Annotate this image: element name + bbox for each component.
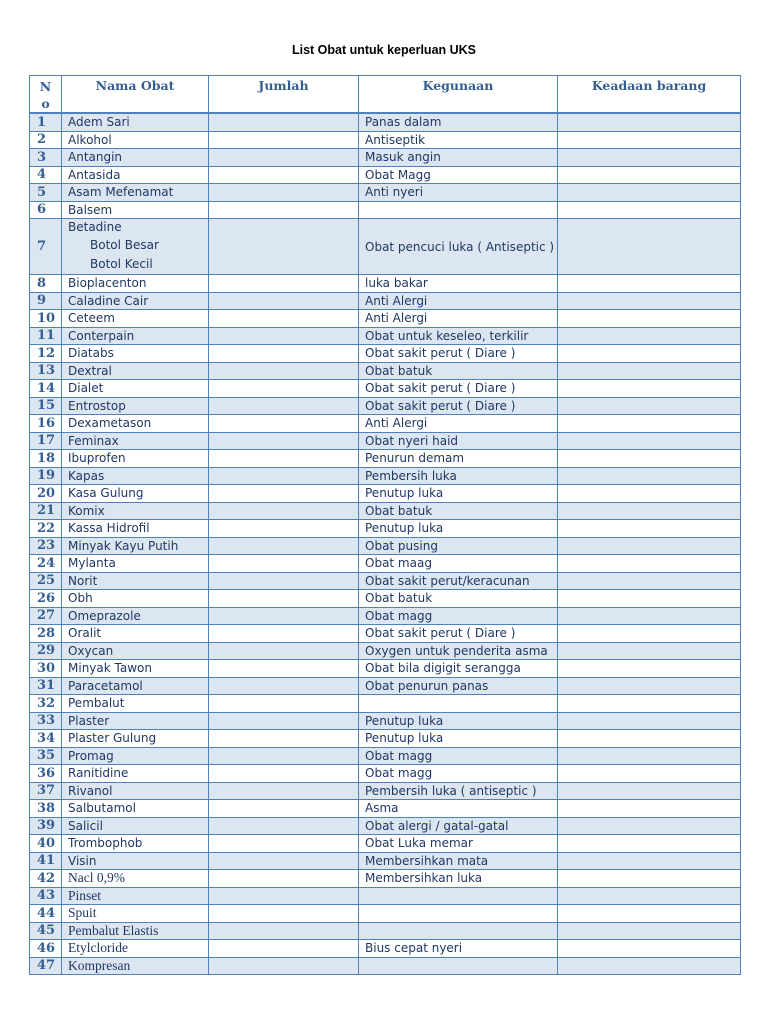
row-number: 6 [30, 201, 62, 219]
condition-cell [558, 607, 741, 625]
quantity-cell [209, 747, 359, 765]
quantity-cell [209, 660, 359, 678]
row-number: 38 [30, 800, 62, 818]
condition-cell [558, 166, 741, 184]
row-number: 35 [30, 747, 62, 765]
usage-cell: Obat Magg [359, 166, 558, 184]
medicine-name: Kapas [62, 467, 209, 485]
quantity-cell [209, 765, 359, 783]
condition-cell [558, 940, 741, 958]
row-number: 28 [30, 625, 62, 643]
usage-cell: Antiseptik [359, 131, 558, 149]
quantity-cell [209, 292, 359, 310]
medicine-name: Balsem [62, 201, 209, 219]
condition-cell [558, 131, 741, 149]
medicine-name [62, 219, 209, 275]
medicine-name: Plaster [62, 712, 209, 730]
medicine-name: Spuit [62, 905, 209, 923]
usage-cell: Membersihkan mata [359, 852, 558, 870]
medicine-name: Antasida [62, 166, 209, 184]
quantity-cell [209, 432, 359, 450]
medicine-name: Kasa Gulung [62, 485, 209, 503]
medicine-sub-item: Botol Besar [90, 238, 159, 252]
usage-cell: Obat sakit perut ( Diare ) [359, 345, 558, 363]
condition-cell [558, 747, 741, 765]
quantity-cell [209, 817, 359, 835]
table-row [30, 642, 741, 660]
usage-cell: Obat maag [359, 555, 558, 573]
medicine-name: Kompresan [62, 957, 209, 975]
table-row [30, 131, 741, 149]
table-row [30, 590, 741, 608]
condition-cell [558, 345, 741, 363]
usage-cell: Oxygen untuk penderita asma [359, 642, 558, 660]
medicine-name: Trombophob [62, 835, 209, 853]
table-row [30, 432, 741, 450]
medicine-name: Ibuprofen [62, 450, 209, 468]
table-row [30, 450, 741, 468]
table-row [30, 870, 741, 888]
table-row [30, 712, 741, 730]
table-row [30, 817, 741, 835]
quantity-cell [209, 572, 359, 590]
medicine-name: Rivanol [62, 782, 209, 800]
header-no [30, 76, 62, 114]
row-number: 13 [30, 362, 62, 380]
condition-cell [558, 870, 741, 888]
condition-cell [558, 572, 741, 590]
quantity-cell [209, 327, 359, 345]
condition-cell [558, 730, 741, 748]
table-row [30, 625, 741, 643]
usage-cell: Obat magg [359, 607, 558, 625]
condition-cell [558, 380, 741, 398]
medicine-name: Antangin [62, 149, 209, 167]
medicine-name: Ceteem [62, 310, 209, 328]
row-number: 10 [30, 310, 62, 328]
row-number: 25 [30, 572, 62, 590]
medicine-name: Dextral [62, 362, 209, 380]
row-number: 16 [30, 415, 62, 433]
row-number: 1 [30, 113, 62, 131]
quantity-cell [209, 166, 359, 184]
condition-cell [558, 362, 741, 380]
page-title: List Obat untuk keperluan UKS [291, 43, 477, 57]
quantity-cell [209, 590, 359, 608]
row-number: 19 [30, 467, 62, 485]
condition-cell [558, 555, 741, 573]
row-number: 39 [30, 817, 62, 835]
row-number: 40 [30, 835, 62, 853]
header-condition: Keadaan barang [558, 76, 741, 114]
condition-cell [558, 113, 741, 131]
medicine-name: Conterpain [62, 327, 209, 345]
quantity-cell [209, 502, 359, 520]
table-row [30, 607, 741, 625]
usage-cell: Masuk angin [359, 149, 558, 167]
usage-cell [359, 922, 558, 940]
medicine-name: Bioplacenton [62, 275, 209, 293]
medicine-name: Pembalut [62, 695, 209, 713]
quantity-cell [209, 485, 359, 503]
quantity-cell [209, 695, 359, 713]
row-number: 23 [30, 537, 62, 555]
quantity-cell [209, 957, 359, 975]
table-row [30, 572, 741, 590]
quantity-cell [209, 362, 359, 380]
quantity-cell [209, 677, 359, 695]
condition-cell [558, 184, 741, 202]
row-number: 15 [30, 397, 62, 415]
header-no-line2: o [41, 96, 50, 111]
usage-cell: Penutup luka [359, 730, 558, 748]
table-row [30, 467, 741, 485]
condition-cell [558, 292, 741, 310]
condition-cell [558, 520, 741, 538]
table-body [30, 113, 741, 975]
table-row [30, 485, 741, 503]
quantity-cell [209, 922, 359, 940]
table-row [30, 835, 741, 853]
usage-cell [359, 201, 558, 219]
row-number: 46 [30, 940, 62, 958]
usage-cell: Anti Alergi [359, 415, 558, 433]
usage-cell: Obat magg [359, 765, 558, 783]
quantity-cell [209, 625, 359, 643]
condition-cell [558, 817, 741, 835]
condition-cell [558, 922, 741, 940]
medicine-name: Komix [62, 502, 209, 520]
medicine-name: Pinset [62, 887, 209, 905]
quantity-cell [209, 800, 359, 818]
row-number: 22 [30, 520, 62, 538]
condition-cell [558, 905, 741, 923]
table-row [30, 695, 741, 713]
row-number: 7 [30, 219, 62, 275]
usage-cell: Pembersih luka [359, 467, 558, 485]
medicine-name: Minyak Tawon [62, 660, 209, 678]
condition-cell [558, 590, 741, 608]
table-row [30, 677, 741, 695]
table-row [30, 275, 741, 293]
quantity-cell [209, 415, 359, 433]
table-row [30, 201, 741, 219]
medicine-name: Entrostop [62, 397, 209, 415]
table-row [30, 397, 741, 415]
usage-cell: Panas dalam [359, 113, 558, 131]
table-row [30, 345, 741, 363]
table-row [30, 660, 741, 678]
condition-cell [558, 201, 741, 219]
condition-cell [558, 765, 741, 783]
usage-cell: Penutup luka [359, 485, 558, 503]
quantity-cell [209, 642, 359, 660]
header-no-line1: N [39, 79, 52, 94]
quantity-cell [209, 219, 359, 275]
condition-cell [558, 800, 741, 818]
quantity-cell [209, 730, 359, 748]
condition-cell [558, 310, 741, 328]
row-number: 30 [30, 660, 62, 678]
quantity-cell [209, 520, 359, 538]
condition-cell [558, 219, 741, 275]
table-row [30, 747, 741, 765]
usage-cell [359, 695, 558, 713]
usage-cell: Membersihkan luka [359, 870, 558, 888]
usage-cell: Obat alergi / gatal-gatal [359, 817, 558, 835]
condition-cell [558, 450, 741, 468]
medicine-name: Plaster Gulung [62, 730, 209, 748]
usage-cell: Anti Alergi [359, 292, 558, 310]
row-number: 18 [30, 450, 62, 468]
row-number: 31 [30, 677, 62, 695]
quantity-cell [209, 607, 359, 625]
table-row [30, 800, 741, 818]
header-name: Nama Obat [62, 76, 209, 114]
condition-cell [558, 625, 741, 643]
medicine-name: Norit [62, 572, 209, 590]
usage-cell: Obat sakit perut/keracunan [359, 572, 558, 590]
row-number: 2 [30, 131, 62, 149]
usage-cell [359, 957, 558, 975]
row-number: 44 [30, 905, 62, 923]
usage-cell: Obat pusing [359, 537, 558, 555]
condition-cell [558, 467, 741, 485]
usage-cell: luka bakar [359, 275, 558, 293]
usage-cell [359, 905, 558, 923]
medicine-name: Feminax [62, 432, 209, 450]
usage-cell: Anti nyeri [359, 184, 558, 202]
condition-cell [558, 397, 741, 415]
condition-cell [558, 887, 741, 905]
table-row [30, 765, 741, 783]
table-row [30, 113, 741, 131]
condition-cell [558, 852, 741, 870]
quantity-cell [209, 450, 359, 468]
quantity-cell [209, 131, 359, 149]
condition-cell [558, 275, 741, 293]
usage-cell: Bius cepat nyeri [359, 940, 558, 958]
usage-cell: Obat untuk keseleo, terkilir [359, 327, 558, 345]
table-row [30, 922, 741, 940]
usage-cell: Obat batuk [359, 590, 558, 608]
usage-cell: Obat bila digigit serangga [359, 660, 558, 678]
usage-cell: Obat sakit perut ( Diare ) [359, 380, 558, 398]
header-use: Kegunaan [359, 76, 558, 114]
quantity-cell [209, 835, 359, 853]
row-number: 37 [30, 782, 62, 800]
row-number: 20 [30, 485, 62, 503]
row-number: 21 [30, 502, 62, 520]
header-qty: Jumlah [209, 76, 359, 114]
usage-cell: Obat sakit perut ( Diare ) [359, 625, 558, 643]
row-number: 41 [30, 852, 62, 870]
usage-cell: Obat penurun panas [359, 677, 558, 695]
condition-cell [558, 642, 741, 660]
table-row [30, 292, 741, 310]
medicine-name: Oxycan [62, 642, 209, 660]
medicine-name: Minyak Kayu Putih [62, 537, 209, 555]
row-number: 24 [30, 555, 62, 573]
table-row [30, 782, 741, 800]
row-number: 8 [30, 275, 62, 293]
quantity-cell [209, 537, 359, 555]
quantity-cell [209, 113, 359, 131]
quantity-cell [209, 201, 359, 219]
row-number: 17 [30, 432, 62, 450]
quantity-cell [209, 905, 359, 923]
medicine-name: Nacl 0,9% [62, 870, 209, 888]
usage-cell: Penurun demam [359, 450, 558, 468]
table-row [30, 219, 741, 275]
medicine-name-main: Betadine [68, 220, 122, 234]
row-number: 34 [30, 730, 62, 748]
medicine-name: Etylcloride [62, 940, 209, 958]
usage-cell: Anti Alergi [359, 310, 558, 328]
row-number: 4 [30, 166, 62, 184]
condition-cell [558, 485, 741, 503]
table-row [30, 940, 741, 958]
table-row [30, 520, 741, 538]
table-row [30, 380, 741, 398]
usage-cell: Obat batuk [359, 502, 558, 520]
table-row [30, 957, 741, 975]
usage-cell: Penutup luka [359, 712, 558, 730]
row-number: 3 [30, 149, 62, 167]
row-number: 33 [30, 712, 62, 730]
table-header-row [30, 76, 741, 114]
condition-cell [558, 677, 741, 695]
table-row [30, 184, 741, 202]
row-number: 9 [30, 292, 62, 310]
medicine-name: Dialet [62, 380, 209, 398]
medicine-sub-item: Botol Kecil [90, 257, 153, 271]
quantity-cell [209, 310, 359, 328]
row-number: 5 [30, 184, 62, 202]
medicine-name: Diatabs [62, 345, 209, 363]
condition-cell [558, 415, 741, 433]
table-row [30, 362, 741, 380]
quantity-cell [209, 184, 359, 202]
condition-cell [558, 537, 741, 555]
usage-cell: Obat sakit perut ( Diare ) [359, 397, 558, 415]
row-number: 29 [30, 642, 62, 660]
medicine-name: Paracetamol [62, 677, 209, 695]
usage-cell: Obat Luka memar [359, 835, 558, 853]
medicine-name: Alkohol [62, 131, 209, 149]
table-row [30, 887, 741, 905]
medicine-name: Kassa Hidrofil [62, 520, 209, 538]
table-row [30, 149, 741, 167]
quantity-cell [209, 870, 359, 888]
condition-cell [558, 782, 741, 800]
row-number: 42 [30, 870, 62, 888]
quantity-cell [209, 275, 359, 293]
condition-cell [558, 502, 741, 520]
condition-cell [558, 957, 741, 975]
table-row [30, 310, 741, 328]
usage-cell: Obat magg [359, 747, 558, 765]
medicine-table [29, 75, 741, 975]
table-row [30, 537, 741, 555]
quantity-cell [209, 852, 359, 870]
medicine-name: Oralit [62, 625, 209, 643]
medicine-name: Obh [62, 590, 209, 608]
table-row [30, 852, 741, 870]
medicine-name: Adem Sari [62, 113, 209, 131]
table-row [30, 555, 741, 573]
quantity-cell [209, 782, 359, 800]
quantity-cell [209, 397, 359, 415]
quantity-cell [209, 712, 359, 730]
usage-cell: Pembersih luka ( antiseptic ) [359, 782, 558, 800]
row-number: 27 [30, 607, 62, 625]
row-number: 43 [30, 887, 62, 905]
usage-cell: Obat nyeri haid [359, 432, 558, 450]
usage-cell: Penutup luka [359, 520, 558, 538]
table-row [30, 415, 741, 433]
row-number: 36 [30, 765, 62, 783]
usage-cell [359, 887, 558, 905]
row-number: 32 [30, 695, 62, 713]
medicine-name: Mylanta [62, 555, 209, 573]
quantity-cell [209, 467, 359, 485]
quantity-cell [209, 940, 359, 958]
table-row [30, 166, 741, 184]
condition-cell [558, 835, 741, 853]
table-row [30, 327, 741, 345]
quantity-cell [209, 555, 359, 573]
condition-cell [558, 327, 741, 345]
medicine-name: Caladine Cair [62, 292, 209, 310]
table-row [30, 730, 741, 748]
table-row [30, 905, 741, 923]
medicine-name: Omeprazole [62, 607, 209, 625]
row-number: 12 [30, 345, 62, 363]
row-number: 11 [30, 327, 62, 345]
medicine-name: Pembalut Elastis [62, 922, 209, 940]
row-number: 26 [30, 590, 62, 608]
medicine-name: Salicil [62, 817, 209, 835]
medicine-name: Asam Mefenamat [62, 184, 209, 202]
row-number: 47 [30, 957, 62, 975]
medicine-name: Salbutamol [62, 800, 209, 818]
quantity-cell [209, 149, 359, 167]
quantity-cell [209, 345, 359, 363]
medicine-name: Dexametason [62, 415, 209, 433]
condition-cell [558, 660, 741, 678]
medicine-name: Ranitidine [62, 765, 209, 783]
medicine-name: Visin [62, 852, 209, 870]
row-number: 45 [30, 922, 62, 940]
condition-cell [558, 712, 741, 730]
condition-cell [558, 432, 741, 450]
quantity-cell [209, 380, 359, 398]
quantity-cell [209, 887, 359, 905]
table-row [30, 502, 741, 520]
row-number: 14 [30, 380, 62, 398]
medicine-name: Promag [62, 747, 209, 765]
usage-cell: Obat pencuci luka ( Antiseptic ) [359, 219, 558, 275]
usage-cell: Asma [359, 800, 558, 818]
usage-cell: Obat batuk [359, 362, 558, 380]
condition-cell [558, 149, 741, 167]
condition-cell [558, 695, 741, 713]
